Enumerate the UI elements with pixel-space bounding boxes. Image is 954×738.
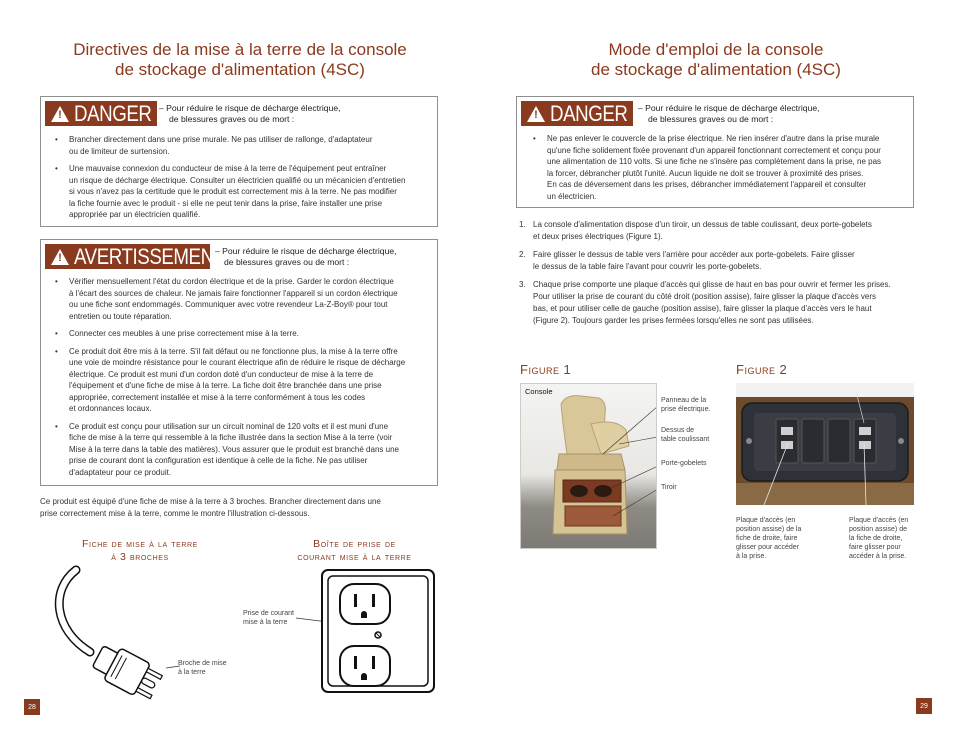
warning-heading: – Pour réduire le risque de décharge électrique, de blessures graves ou de mort : [215,246,397,267]
outlet-illustration [296,568,440,694]
callout-drawer: Tiroir [661,484,677,491]
console-chair-illustration [521,384,657,549]
left-warning-bullets [55,276,435,484]
figure1-heading: Figure 1 [520,362,572,377]
plug-illustration [40,560,190,700]
left-after-text: Ce produit est équipé d'une fiche de mise à la terre à 3 broches. Brancher directement dans une prise correctement mise à la terre, comme le montre l'illustration ci-dessous. [40,497,381,518]
left-page-number: 28 [24,699,40,715]
right-page-number: 29 [916,698,932,714]
danger-heading: – Pour réduire le risque de décharge électrique, de blessures graves ou de mort : [638,103,820,124]
right-steps [519,219,939,333]
warning-badge [45,243,225,269]
callout-right-plate: Plaque d'accès (en position assise) de la fiche de droite, faire glisser pour accéder à la prise. [849,517,909,560]
left-danger-box [40,96,438,227]
outlet-panel-illustration [736,383,914,505]
right-page-title [516,40,916,80]
list-item: • Ne pas enlever le couvercle de la prise électrique. Ne rien insérer d'autre dans la prise murale qu'une fiche solidement fixée provenant d'un appareil fonctionnant correctement et conçu pour une alimentation de 110 volts. Si une fiche ne s'insère pas complètement dans la prise, ne pas la forcer, débrancher plutôt l'unité. Aucun liquide ne doit se trouver à proximité des prises. En cas de déversement dans les prises, débrancher immédiatement l'appareil et consulter un électricien. [533,133,913,202]
list-item: • Ce produit est conçu pour utilisation sur un circuit nominal de 120 volts et il est muni d'une fiche de mise à la terre qui ressemble à la fiche illustrée dans la section Mise à la terre (voir Mise à la terre dans la table des matières). Vous assurer que le produit est branché dans une prise de courant dont la configuration est identique à celle de la fiche. Ne pas utiliser d'adaptateur pour ce produit. [55,421,435,479]
left-title-line1: Directives de la mise à la terre de la console [73,40,407,59]
callout-sliding-top: Dessus de table coulissant [661,427,710,443]
figure1-photo [520,383,657,549]
list-item: • Une mauvaise connexion du conducteur de mise à la terre de l'équipement peut entraîner un risque de décharge électrique. Consulter un électricien qualifié ou un mécanicien d'entretien si vous n'avez pas la certitude que le produit est correctement mis à la terre. Ne pas modifier la fiche fournie avec le produit - si elle ne peut tenir dans la prise, faire installer une prise appropriée par un électricien qualifié. [55,163,435,221]
list-item: • Connecter ces meubles à une prise correctement mise à la terre. [55,328,435,340]
warning-badge-label: AVERTISSEMENT [74,243,225,269]
danger-badge [521,101,633,126]
caption-outlet: Boîte de prise de courant mise à la terre [297,538,412,563]
right-title-line2: de stockage d'alimentation (4SC) [591,60,841,79]
caption-plug: Fiche de mise à la terre à 3 broches [82,538,198,563]
right-danger-bullets [533,133,913,208]
list-item: • Brancher directement dans une prise murale. Ne pas utiliser de rallonge, d'adaptateur ou de limiteur de surtension. [55,134,435,157]
figure2-heading: Figure 2 [736,362,788,377]
list-item: • Ce produit doit être mis à la terre. S'il fait défaut ou ne fonctionne plus, la mise à la terre offre une voie de moindre résistance pour le courant électrique afin de réduire le risque de décharge électrique. Ce produit est muni d'un cordon doté d'un conducteur de mise à la terre de l'équipement et d'une fiche de mise à la terre. La fiche doit être branchée dans une prise appropriée, correctement installée et mise à la terre conformément à tous les codes et ordonnances locaux. [55,346,435,415]
danger-heading: – Pour réduire le risque de décharge électrique, de blessures graves ou de mort : [159,103,341,124]
warning-triangle-icon: ! [51,106,69,122]
danger-badge-label: DANGER [550,100,628,126]
list-item: 1. La console d'alimentation dispose d'un tiroir, un dessus de table coulissant, deux porte-gobelets et deux prises électriques (Figure 1). [519,220,872,241]
warning-triangle-icon: ! [527,106,545,122]
right-danger-box [516,96,914,208]
left-page-title [40,40,440,80]
right-title-line1: Mode d'emploi de la console [608,40,824,59]
left-warning-box [40,239,438,486]
list-item: 3. Chaque prise comporte une plaque d'accès qui glisse de haut en bas pour ouvrir et fermer les prises. Pour utiliser la prise de courant du côté droit (position assise), faire glisser la plaque d'accès vers bas, et pour utiliser celle de gauche (position assise), faire glisser la plaque d'accès vers le haut (Figure 2). Toujours garder les prises fermées lorsqu'elles ne sont pas utilisées. [519,280,891,325]
label-pin: Broche de mise à la terre [178,660,227,676]
left-danger-bullets [55,134,435,227]
figure2-photo [736,383,914,505]
left-title-line2: de stockage d'alimentation (4SC) [115,60,365,79]
callout-left-plate: Plaque d'accès (en position assise) de la fiche de droite, faire glisser pour accéder à la prise. [736,517,802,560]
list-item: 2. Faire glisser le dessus de table vers l'arrière pour accéder aux porte-gobelets. Faire glisser le dessus de la table faire l'avant pour couvrir les porte-gobelets. [519,250,855,271]
figure1-console-label: Console [525,387,553,396]
label-outlet: Prise de courant mise à la terre [243,610,294,626]
danger-badge-label: DANGER [74,100,152,126]
list-item: • Vérifier mensuellement l'état du cordon électrique et de la prise. Garder le cordon électrique à l'écart des sources de chaleur. Ne jamais faire fonctionner l'appareil si un cordon électrique ou une fiche sont endommagés. Communiquer avec votre revendeur La-Z-Boy® pour tout entretien ou toute réparation. [55,276,435,322]
warning-triangle-icon: ! [51,249,69,265]
callout-cup-holders: Porte-gobelets [661,460,707,467]
callout-panel: Panneau de la prise électrique. [661,397,711,413]
danger-badge [45,101,157,126]
